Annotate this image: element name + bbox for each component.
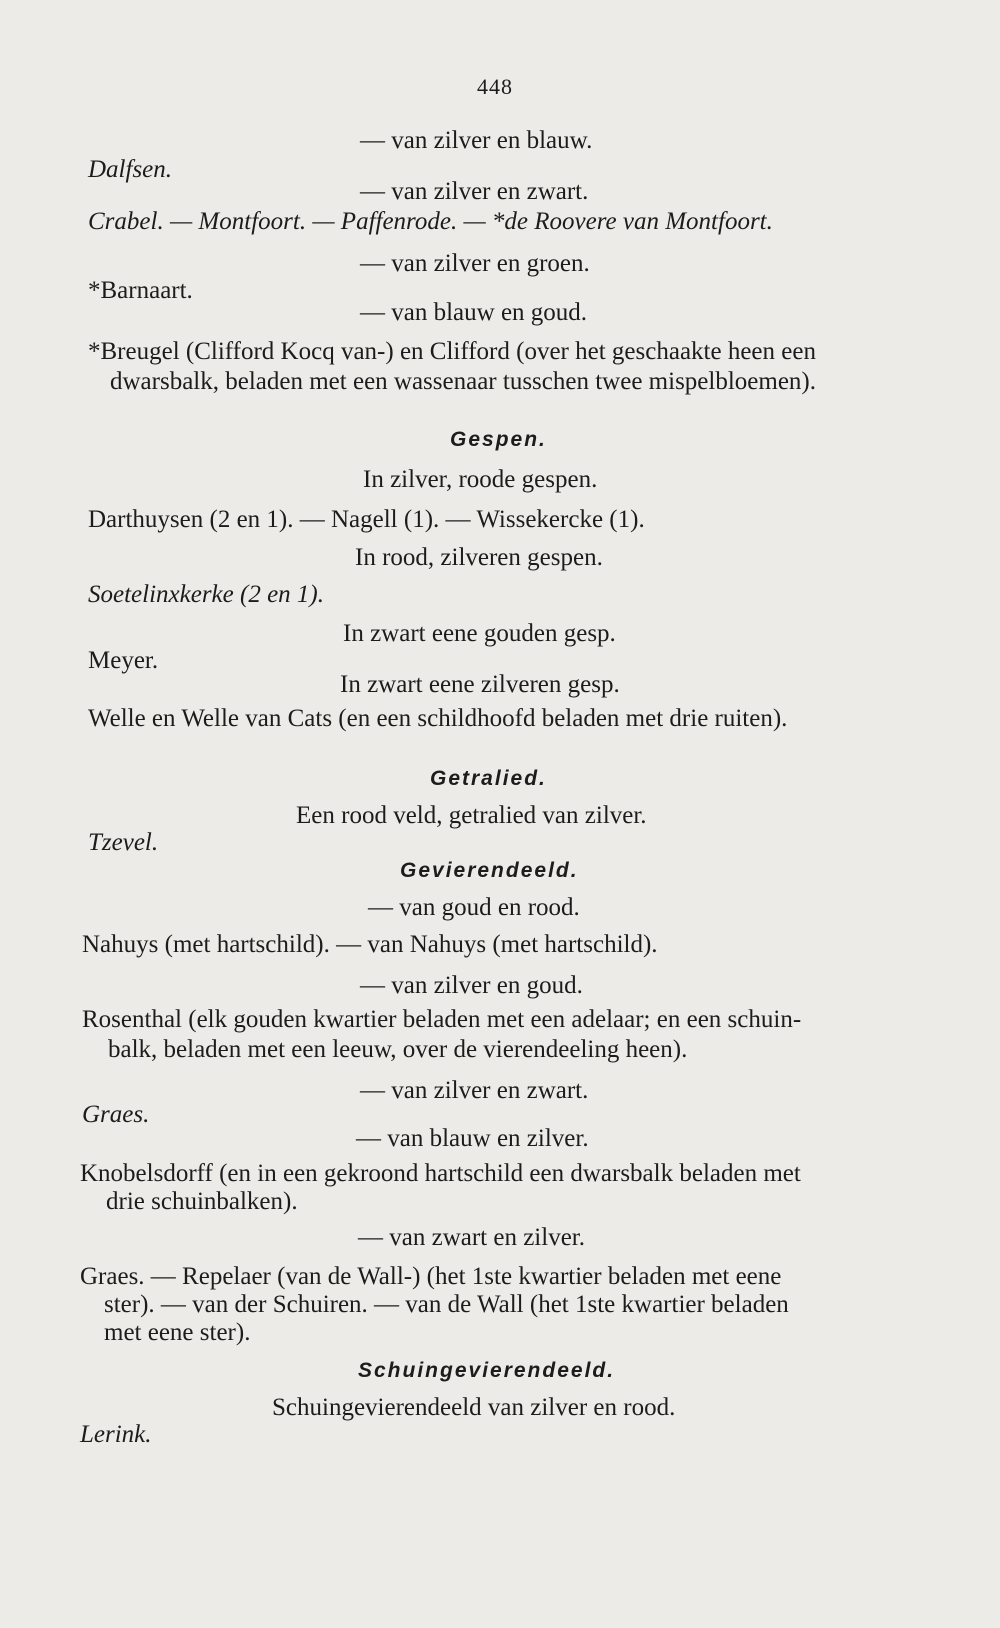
line-1: — van zilver en blauw. — [360, 127, 593, 154]
line-4: Crabel. — Montfoort. — Paffenrode. — *de Roovere van Montfoort. — [88, 208, 773, 235]
line-14: Soetelinxkerke (2 en 1). — [88, 581, 324, 608]
line-3: — van zilver en zwart. — [360, 178, 589, 205]
line-34: Graes. — Repelaer (van de Wall-) (het 1ste kwartier beladen met eene — [80, 1263, 782, 1290]
line-24: Nahuys (met hartschild). — van Nahuys (met hartschild). — [82, 931, 658, 958]
line-2: Dalfsen. — [88, 156, 173, 183]
line-18: Welle en Welle van Cats (en een schildhoofd beladen met drie ruiten). — [88, 705, 788, 732]
line-11: In zilver, roode gespen. — [363, 466, 598, 493]
line-38: Schuingevierendeeld van zilver en rood. — [272, 1394, 676, 1421]
line-12: Darthuysen (2 en 1). — Nagell (1). — Wissekercke (1). — [88, 506, 645, 533]
line-30: — van blauw en zilver. — [356, 1125, 589, 1152]
line-26: Rosenthal (elk gouden kwartier beladen met een adelaar; en een schuin- — [82, 1006, 802, 1033]
line-32: drie schuinbalken). — [106, 1188, 298, 1215]
line-23: — van goud en rood. — [368, 894, 580, 921]
line-33: — van zwart en zilver. — [358, 1224, 585, 1251]
line-25: — van zilver en goud. — [360, 972, 583, 999]
section-heading-schuingevierendeeld: Schuingevierendeeld. — [358, 1359, 616, 1382]
line-15: In zwart eene gouden gesp. — [343, 620, 616, 647]
line-9: dwarsbalk, beladen met een wassenaar tusschen twee mispelbloemen). — [110, 368, 816, 395]
line-7: — van blauw en goud. — [360, 299, 588, 326]
section-heading-gespen: Gespen. — [450, 428, 547, 451]
line-31: Knobelsdorff (en in een gekroond hartschild een dwarsbalk beladen met — [80, 1160, 801, 1187]
line-28: — van zilver en zwart. — [360, 1077, 589, 1104]
line-21: Tzevel. — [88, 829, 159, 856]
section-heading-getralied: Getralied. — [430, 767, 547, 790]
line-39: Lerink. — [80, 1421, 152, 1448]
line-29: Graes. — [82, 1101, 150, 1128]
line-5: — van zilver en groen. — [360, 250, 590, 277]
line-36: met eene ster). — [104, 1319, 251, 1346]
line-35: ster). — van der Schuiren. — van de Wall (het 1ste kwartier beladen — [104, 1291, 789, 1318]
line-20: Een rood veld, getralied van zilver. — [296, 802, 647, 829]
section-heading-gevierendeeld: Gevierendeeld. — [400, 859, 579, 882]
line-16: Meyer. — [88, 647, 159, 674]
page-number: 448 — [477, 74, 513, 99]
line-17: In zwart eene zilveren gesp. — [340, 671, 620, 698]
line-13: In rood, zilveren gespen. — [355, 544, 603, 571]
line-8: *Breugel (Clifford Kocq van-) en Clifford (over het geschaakte heen een — [88, 338, 816, 365]
line-27: balk, beladen met een leeuw, over de vierendeeling heen). — [108, 1036, 688, 1063]
line-6: *Barnaart. — [88, 277, 193, 304]
